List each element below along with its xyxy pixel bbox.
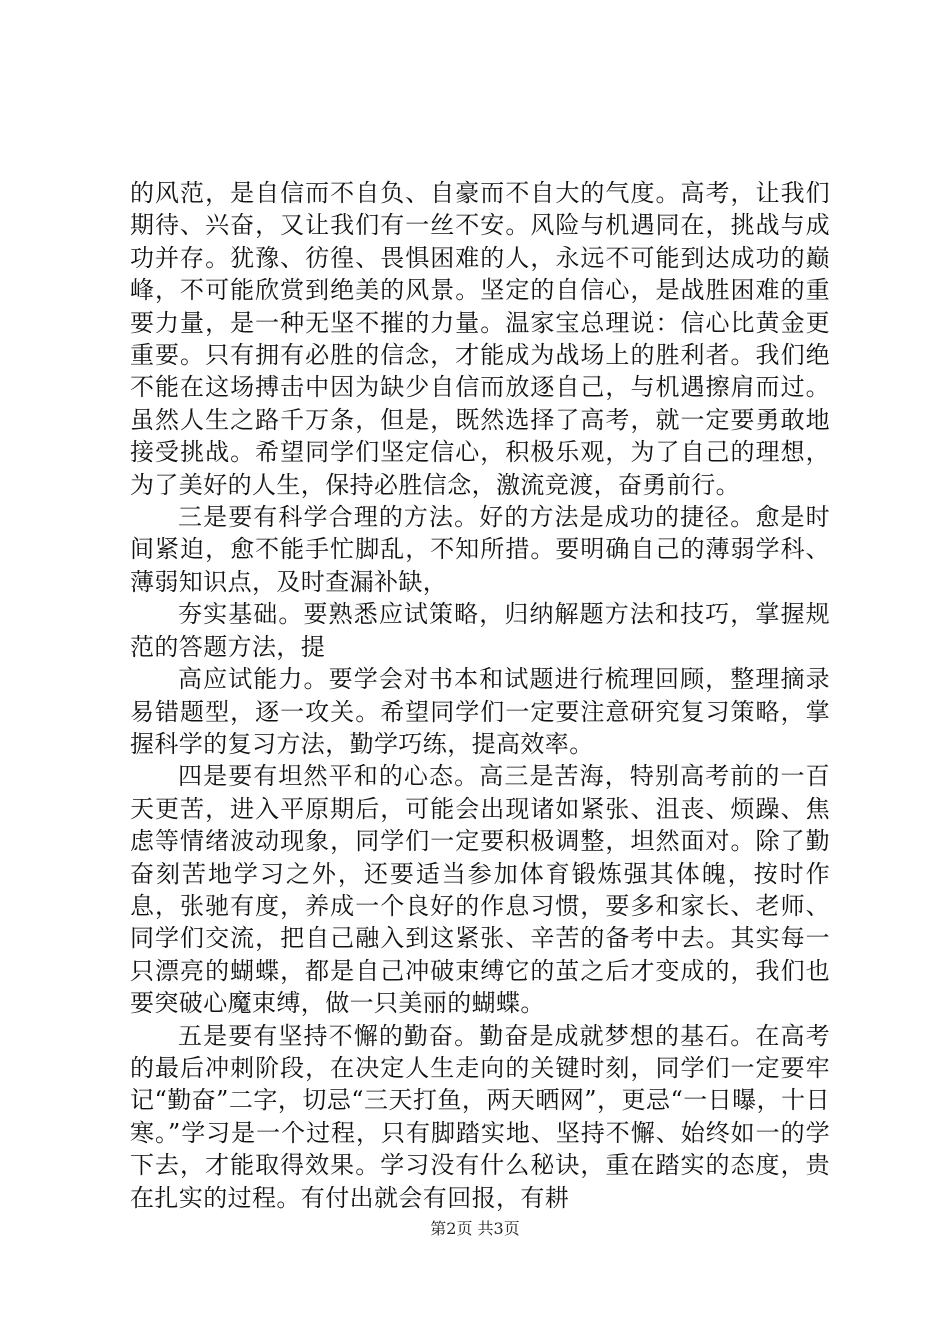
paragraph-3: 夯实基础。要熟悉应试策略，归纳解题方法和技巧，掌握规范的答题方法，提: [130, 600, 830, 661]
paragraph-5: 四是要有坦然平和的心态。高三是苦海，特别高考前的一百天更苦，进入平原期后，可能会出现诸如紧张、沮丧、烦躁、焦虑等情绪波动现象，同学们一定要积极调整，坦然面对。除了勤奋刻苦地学习之外，还要适当参加体育锻炼强其体魄，按时作息，张驰有度，养成一个良好的作息习惯，要多和家长、老师、同学们交流，把自己融入到这紧张、辛苦的备考中去。其实每一只漂亮的蝴蝶，都是自己冲破束缚它的茧之后才变成的，我们也要突破心魔束缚，做一只美丽的蝴蝶。: [130, 762, 830, 1018]
page-number-footer: 第2页 共3页: [430, 1219, 520, 1238]
document-body: [130, 177, 830, 1214]
paragraph-6: 五是要有坚持不懈的勤奋。勤奋是成就梦想的基石。在高考的最后冲刺阶段，在决定人生走向的关键时刻，同学们一定要牢记“勤奋”二字，切忌“三天打鱼，两天晒网”，更忌“一日曝，十日寒。”学习是一个过程，只有脚踏实地、坚持不懈、始终如一的学下去，才能取得效果。学习没有什么秘诀，重在踏实的态度，贵在扎实的过程。有付出就会有回报，有耕: [130, 1021, 830, 1212]
paragraph-1: 的风范，是自信而不自负、自豪而不自大的气度。高考，让我们期待、兴奋，又让我们有一丝不安。风险与机遇同在，挑战与成功并存。犹豫、彷徨、畏惧困难的人，永远不可能到达成功的巅峰，不可能欣赏到绝美的风景。坚定的自信心，是战胜困难的重要力量，是一种无坚不摧的力量。温家宝总理说：信心比黄金更重要。只有拥有必胜的信念，才能成为战场上的胜利者。我们绝不能在这场搏击中因为缺少自信而放逐自己，与机遇擦肩而过。虽然人生之路千万条，但是，既然选择了高考，就一定要勇敢地接受挑战。希望同学们坚定信心，积极乐观，为了自己的理想，为了美好的人生，保持必胜信念，激流竞渡，奋勇前行。: [130, 179, 830, 499]
paragraph-4: 高应试能力。要学会对书本和试题进行梳理回顾，整理摘录易错题型，逐一攻关。希望同学们一定要注意研究复习策略，掌握科学的复习方法，勤学巧练，提高效率。: [130, 665, 830, 758]
paragraph-2: 三是要有科学合理的方法。好的方法是成功的捷径。愈是时间紧迫，愈不能手忙脚乱，不知所措。要明确自己的薄弱学科、薄弱知识点，及时查漏补缺，: [130, 503, 830, 596]
